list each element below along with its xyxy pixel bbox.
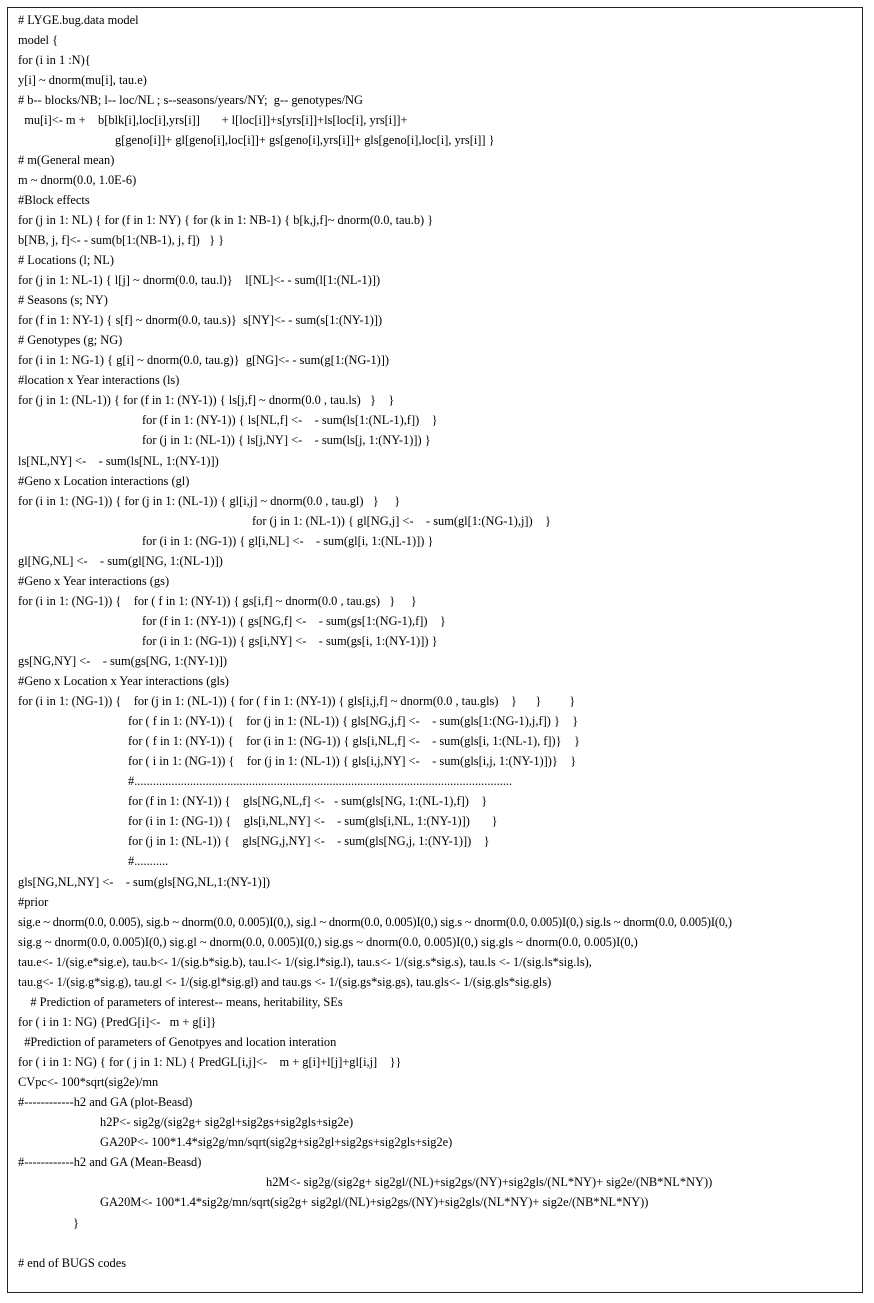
code-document: [7, 7, 863, 1293]
code-line: for (i in 1: (NG-1)) { gls[i,NL,NY] <- - sum(gls[i,NL, 1:(NY-1)]) }: [128, 814, 498, 828]
code-line: # m(General mean): [18, 153, 115, 167]
code-line: CVpc<- 100*sqrt(sig2e)/mn: [18, 1075, 159, 1089]
code-line: mu[i]<- m + b[blk[i],loc[i],yrs[i]] + l[loc[i]]+s[yrs[i]]+ls[loc[i], yrs[i]]+: [18, 113, 408, 127]
code-line: for ( i in 1: (NG-1)) { for (j in 1: (NL-1)) { gls[i,j,NY] <- - sum(gls[i,j, 1:(NY-1)])} }: [128, 754, 577, 768]
code-line: #location x Year interactions (ls): [18, 373, 180, 387]
code-line: g[geno[i]]+ gl[geno[i],loc[i]]+ gs[geno[i],yrs[i]]+ gls[geno[i],loc[i], yrs[i]] }: [115, 133, 495, 147]
code-line: for (f in 1: NY-1) { s[f] ~ dnorm(0.0, tau.s)} s[NY]<- - sum(s[1:(NY-1)]): [18, 313, 383, 327]
code-line: #..........................................................................................................................: [128, 774, 513, 788]
code-line: m ~ dnorm(0.0, 1.0E-6): [18, 173, 137, 187]
code-line: for (i in 1: (NG-1)) { for (j in 1: (NL-1)) { gl[i,j] ~ dnorm(0.0 , tau.gl) } }: [18, 494, 401, 508]
code-line: gls[NG,NL,NY] <- - sum(gls[NG,NL,1:(NY-1)]): [18, 875, 271, 889]
code-line: #Geno x Location interactions (gl): [18, 474, 190, 488]
code-line: #Geno x Year interactions (gs): [18, 574, 170, 588]
code-line: #prior: [18, 895, 49, 909]
code-line: y[i] ~ dnorm(mu[i], tau.e): [18, 73, 147, 87]
code-line: # Genotypes (g; NG): [18, 333, 123, 347]
code-line: for (i in 1: (NG-1)) { gl[i,NL] <- - sum(gl[i, 1:(NL-1)]) }: [142, 534, 434, 548]
code-line: GA20P<- 100*1.4*sig2g/mn/sqrt(sig2g+sig2gl+sig2gs+sig2gls+sig2e): [100, 1135, 453, 1149]
code-line: gl[NG,NL] <- - sum(gl[NG, 1:(NL-1)]): [18, 554, 223, 568]
code-line: for (j in 1: (NL-1)) { for (f in 1: (NY-1)) { ls[j,f] ~ dnorm(0.0 , tau.ls) } }: [18, 393, 395, 407]
code-line: for (j in 1: (NL-1)) { ls[j,NY] <- - sum(ls[j, 1:(NY-1)]) }: [142, 433, 431, 447]
code-line: for (j in 1: NL-1) { l[j] ~ dnorm(0.0, tau.l)} l[NL]<- - sum(l[1:(NL-1)]): [18, 273, 381, 287]
code-line: sig.e ~ dnorm(0.0, 0.005), sig.b ~ dnorm(0.0, 0.005)I(0,), sig.l ~ dnorm(0.0, 0.005)I(0,) sig.s ~ dnorm(0.0, 0.005)I(0,) sig.ls ~ dnorm(0.0, 0.005)I(0,): [18, 915, 732, 929]
code-line: for ( i in 1: NG) {PredG[i]<- m + g[i]}: [18, 1015, 217, 1029]
code-line: b[NB, j, f]<- - sum(b[1:(NB-1), j, f]) } }: [18, 233, 225, 247]
code-line: for ( f in 1: (NY-1)) { for (j in 1: (NL-1)) { gls[NG,j,f] <- - sum(gls[1:(NG-1),j,f]) } }: [128, 714, 579, 728]
code-line: for (j in 1: (NL-1)) { gl[NG,j] <- - sum(gl[1:(NG-1),j]) }: [252, 514, 551, 528]
code-line: for (i in 1: (NG-1)) { for (j in 1: (NL-1)) { for ( f in 1: (NY-1)) { gls[i,j,f] ~ dnorm(0.0 , tau.gls) } } }: [18, 694, 576, 708]
code-line: #Geno x Location x Year interactions (gls): [18, 674, 229, 688]
code-line: # end of BUGS codes: [18, 1256, 127, 1270]
code-line: tau.g<- 1/(sig.g*sig.g), tau.gl <- 1/(sig.gl*sig.gl) and tau.gs <- 1/(sig.gs*sig.gs), tau.gls<- 1/(sig.gls*sig.gls): [18, 975, 552, 989]
code-line: h2P<- sig2g/(sig2g+ sig2gl+sig2gs+sig2gls+sig2e): [100, 1115, 354, 1129]
code-line: # LYGE.bug.data model: [18, 13, 139, 27]
code-line: # Prediction of parameters of interest-- means, heritability, SEs: [18, 995, 343, 1009]
code-line: }: [73, 1216, 79, 1230]
code-line: for ( f in 1: (NY-1)) { for (i in 1: (NG-1)) { gls[i,NL,f] <- - sum(gls[i, 1:(NL-1), f])} }: [128, 734, 580, 748]
code-line: for (i in 1: (NG-1)) { for ( f in 1: (NY-1)) { gs[i,f] ~ dnorm(0.0 , tau.gs) } }: [18, 594, 417, 608]
code-line: for ( i in 1: NG) { for ( j in 1: NL) { PredGL[i,j]<- m + g[i]+l[j]+gl[i,j] }}: [18, 1055, 402, 1069]
code-line: for (f in 1: (NY-1)) { ls[NL,f] <- - sum(ls[1:(NL-1),f]) }: [142, 413, 438, 427]
code-line: # Seasons (s; NY): [18, 293, 108, 307]
code-line: for (i in 1: NG-1) { g[i] ~ dnorm(0.0, tau.g)} g[NG]<- - sum(g[1:(NG-1)]): [18, 353, 390, 367]
code-line: sig.g ~ dnorm(0.0, 0.005)I(0,) sig.gl ~ dnorm(0.0, 0.005)I(0,) sig.gs ~ dnorm(0.0, 0.005)I(0,) sig.gls ~ dnorm(0.0, 0.005)I(0,): [18, 935, 638, 949]
code-line: #...........: [128, 854, 169, 868]
code-line: #Block effects: [18, 193, 90, 207]
code-line: gs[NG,NY] <- - sum(gs[NG, 1:(NY-1)]): [18, 654, 227, 668]
code-line: for (i in 1: (NG-1)) { gs[i,NY] <- - sum(gs[i, 1:(NY-1)]) }: [142, 634, 438, 648]
code-line: tau.e<- 1/(sig.e*sig.e), tau.b<- 1/(sig.b*sig.b), tau.l<- 1/(sig.l*sig.l), tau.s<- 1/(sig.s*sig.s), tau.ls <- 1/(sig.ls*sig.ls),: [18, 955, 592, 969]
code-line: ls[NL,NY] <- - sum(ls[NL, 1:(NY-1)]): [18, 454, 219, 468]
code-line: for (i in 1 :N){: [18, 53, 91, 67]
code-line: # Locations (l; NL): [18, 253, 115, 267]
code-line: #------------h2 and GA (Mean-Beasd): [18, 1155, 202, 1169]
code-line: #------------h2 and GA (plot-Beasd): [18, 1095, 193, 1109]
code-line: for (f in 1: (NY-1)) { gls[NG,NL,f] <- - sum(gls[NG, 1:(NL-1),f]) }: [128, 794, 488, 808]
code-line: for (f in 1: (NY-1)) { gs[NG,f] <- - sum(gs[1:(NG-1),f]) }: [142, 614, 446, 628]
code-line: #Prediction of parameters of Genotpyes and location interation: [18, 1035, 337, 1049]
code-line: model {: [18, 33, 59, 47]
code-line: GA20M<- 100*1.4*sig2g/mn/sqrt(sig2g+ sig2gl/(NL)+sig2gs/(NY)+sig2gls/(NL*NY)+ sig2e/(NB*NL*NY)): [100, 1195, 649, 1209]
code-line: h2M<- sig2g/(sig2g+ sig2gl/(NL)+sig2gs/(NY)+sig2gls/(NL*NY)+ sig2e/(NB*NL*NY)): [266, 1175, 713, 1189]
code-line: for (j in 1: NL) { for (f in 1: NY) { for (k in 1: NB-1) { b[k,j,f]~ dnorm(0.0, tau.b) }: [18, 213, 434, 227]
code-line: for (j in 1: (NL-1)) { gls[NG,j,NY] <- - sum(gls[NG,j, 1:(NY-1)]) }: [128, 834, 490, 848]
code-line: # b-- blocks/NB; l-- loc/NL ; s--seasons/years/NY; g-- genotypes/NG: [18, 93, 363, 107]
